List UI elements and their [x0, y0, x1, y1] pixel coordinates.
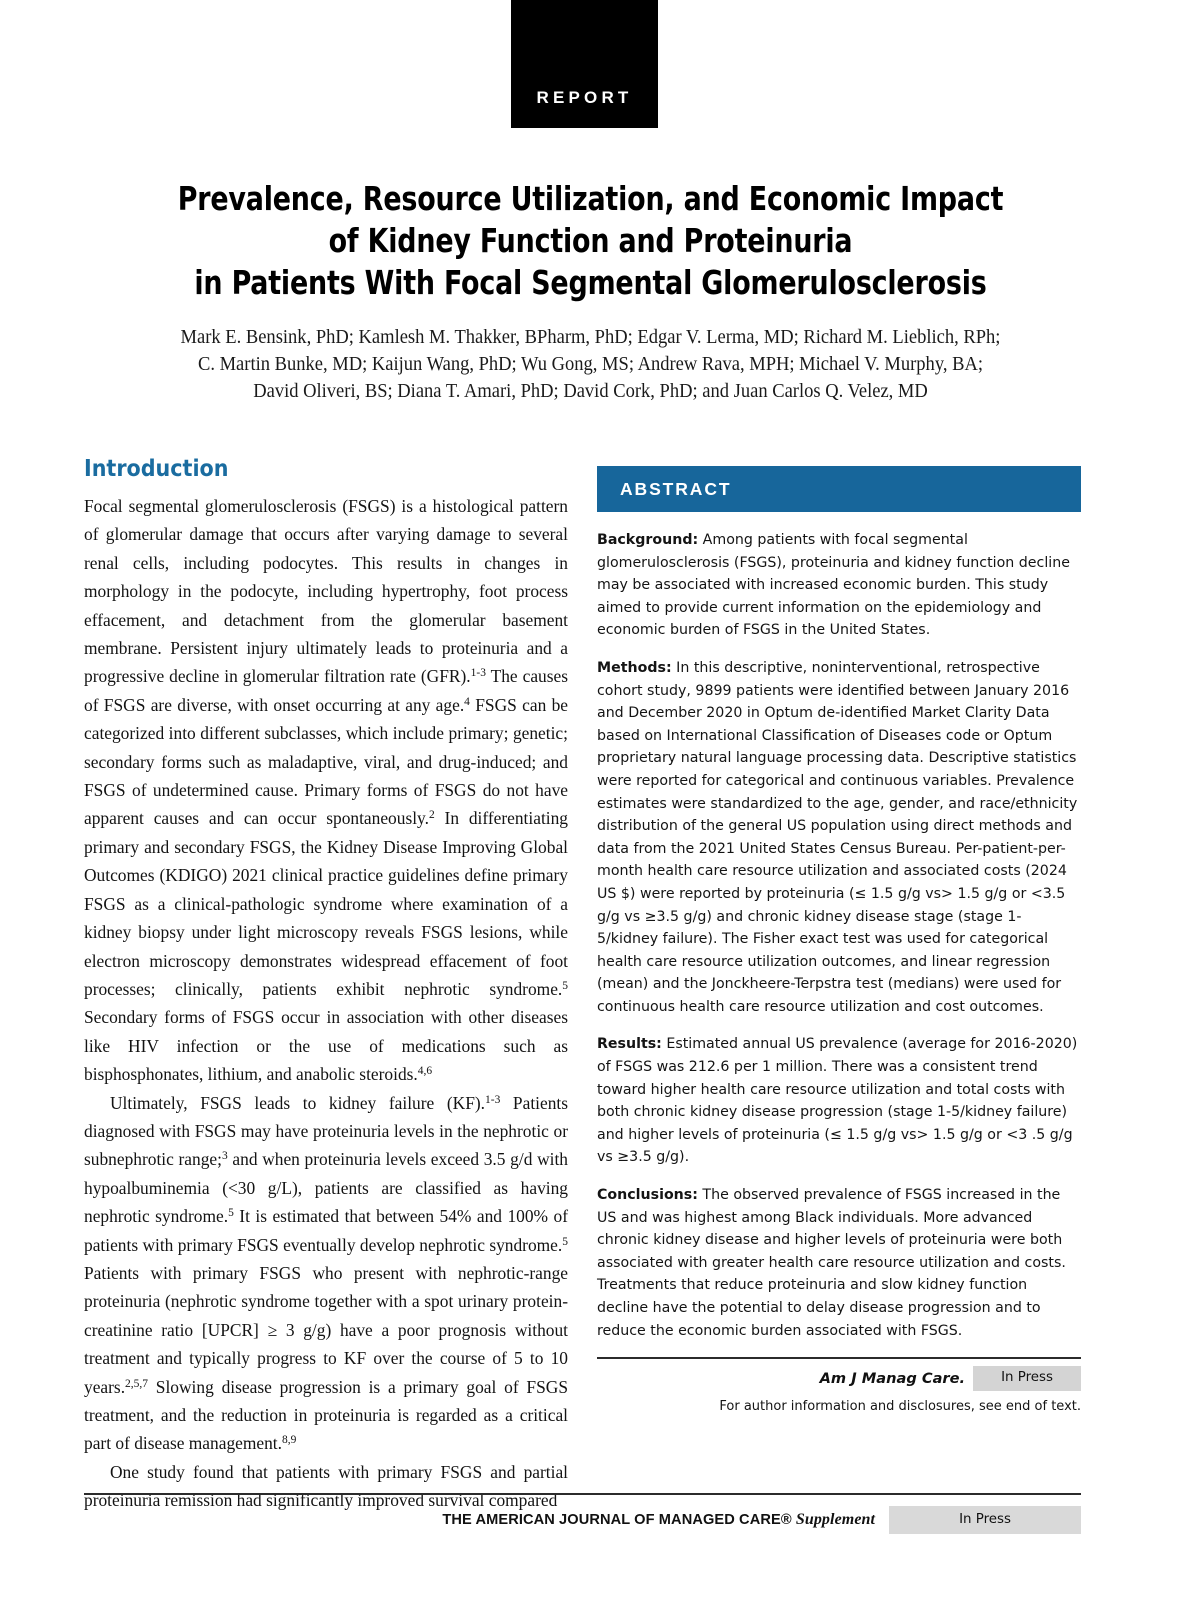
footer-in-press-badge: In Press — [889, 1506, 1081, 1534]
abstract-conclusions-label: Conclusions: — [597, 1187, 698, 1204]
author-information-note: For author information and disclosures, see end of text. — [719, 1398, 1081, 1414]
abstract-conclusions — [597, 1184, 1081, 1342]
introduction-heading: Introduction — [84, 456, 229, 482]
abstract-methods-label: Methods: — [597, 659, 672, 676]
page-footer — [84, 1506, 1081, 1534]
footer-journal-name: THE AMERICAN JOURNAL OF MANAGED CARE — [442, 1512, 781, 1529]
abstract-heading: ABSTRACT — [620, 478, 732, 499]
author-list — [87, 324, 1095, 405]
page-title — [102, 178, 1078, 304]
citation-divider — [597, 1357, 1081, 1359]
author-line-1: Mark E. Bensink, PhD; Kamlesh M. Thakker, BPharm, PhD; Edgar V. Lerma, MD; Richard M. Lieblich, RPh; — [180, 327, 1001, 348]
abstract-results — [597, 1033, 1081, 1169]
footer-divider — [84, 1493, 1081, 1495]
in-press-badge: In Press — [973, 1366, 1081, 1390]
introduction-paragraph-3: One study found that patients with primary FSGS and partial proteinuria remission had significantly improved survival compared — [84, 1461, 568, 1511]
journal-name: Am J Manag Care. — [819, 1369, 966, 1387]
author-line-2: C. Martin Bunke, MD; Kaijun Wang, PhD; Wu Gong, MS; Andrew Rava, MPH; Michael V. Murphy, BA; — [197, 354, 984, 375]
citation-row — [597, 1366, 1081, 1390]
abstract-results-label: Results: — [597, 1036, 662, 1053]
footer-supplement-label: Supplement — [795, 1511, 876, 1529]
introduction-paragraph-2: Ultimately, FSGS leads to kidney failure (KF).$^{1-3}$ Patients diagnosed with FSGS may have proteinuria levels in the nephrotic or subnephrotic range;$^3$ and when proteinuria levels exceed 3.5 g/d with hypoalbuminemia (<30 g/L), patients are classified as having nephrotic syndrome.$^5$ It is estimated that between 54% and 100% of patients with primary FSGS eventually develop nephrotic syndrome.$^5$ Patients with primary FSGS who present with nephrotic-range proteinuria (nephrotic syndrome together with a spot urinary protein-creatinine ratio [UPCR] ≥ 3 g/g) have a poor prognosis without treatment and typically progress to KF over the course of 5 to 10 years.$^{2,5,7}$ Slowing disease progression is a primary goal of FSGS treatment, and the reduction in proteinuria is regarded as a critical part of disease management.$^{8,9}$ — [84, 1092, 568, 1454]
abstract-background-label: Background: — [597, 532, 699, 548]
footer-registered-mark: ® — [780, 1512, 792, 1529]
title-block — [60, 178, 1121, 405]
report-tab — [511, 0, 658, 128]
abstract-background-text: Among patients with focal segmental glomerulosclerosis (FSGS), proteinuria and kidney function decline may be associated with increased economic burden. This study aimed to provide current information on the epidemiology and economic burden of FSGS in the United States. — [597, 532, 1070, 639]
title-line-1: Prevalence, Resource Utilization, and Economic Impact — [177, 180, 1004, 218]
abstract-header-bar — [597, 466, 1081, 512]
abstract-body — [597, 512, 1081, 1414]
report-tab-label: REPORT — [536, 88, 633, 107]
introduction-column — [84, 456, 568, 1515]
abstract-results-text: Estimated annual US prevalence (average for 2016-2020) of FSGS was 212.6 per 1 million. There was a consistent trend toward higher health care resource utilization and total costs with both chronic kidney disease progression (stage 1-5/kidney failure) and higher levels of proteinuria (≤ 1.5 g/g vs> 1.5 g/g or <3 .5 g/g vs ≥3.5 g/g). — [597, 1036, 1078, 1166]
title-line-2: of Kidney Function and Proteinuria — [328, 222, 853, 260]
title-line-3: in Patients With Focal Segmental Glomerulosclerosis — [194, 264, 987, 302]
abstract-column — [597, 466, 1081, 1414]
abstract-background — [597, 529, 1081, 642]
abstract-methods — [597, 657, 1081, 1019]
abstract-methods-text: In this descriptive, noninterventional, retrospective cohort study, 9899 patients were identified between January 2016 and December 2020 in Optum de-identified Market Clarity Data based on International Classification of Diseases code or Optum proprietary natural language processing data. Descriptive statistics were reported for categorical and continuous variables. Prevalence estimates were standardized to the age, gender, and race/ethnicity distribution of the general US population using direct methods and data from the 2021 United States Census Bureau. Per-patient-per-month health care resource utilization and associated costs (2024 US $) were reported by proteinuria (≤ 1.5 g/g vs> 1.5 g/g or <3.5 g/g vs ≥3.5 g/g) and chronic kidney disease stage (stage 1-5/kidney failure). The Fisher exact test was used for categorical health care resource utilization outcomes, and linear regression (mean) and the Jonckheere-Terpstra test (medians) were used for continuous health care resource utilization and cost outcomes. — [597, 659, 1078, 1015]
author-line-3: David Oliveri, BS; Diana T. Amari, PhD; David Cork, PhD; and Juan Carlos Q. Velez, MD — [253, 381, 928, 402]
footer-journal-title — [442, 1511, 875, 1529]
abstract-conclusions-text: The observed prevalence of FSGS increased in the US and was highest among Black individuals. More advanced chronic kidney disease and higher levels of proteinuria were both associated with greater health care resource utilization and costs. Treatments that reduce proteinuria and slow kidney function decline have the potential to delay disease progression and to reduce the economic burden associated with FSGS. — [597, 1187, 1066, 1339]
introduction-paragraph-1: Focal segmental glomerulosclerosis (FSGS) is a histological pattern of glomerular damage that occurs after varying damage to several renal cells, including podocytes. This results in changes in morphology in the podocyte, including hypertrophy, foot process effacement, and detachment from the glomerular basement membrane. Persistent injury ultimately leads to proteinuria and a progressive decline in glomerular filtration rate (GFR).$^{1-3}$ The causes of FSGS are diverse, with onset occurring at any age.$^4$ FSGS can be categorized into different subclasses, which include primary; genetic; secondary forms such as maladaptive, viral, and drug-induced; and FSGS of undetermined cause. Primary forms of FSGS do not have apparent causes and can occur spontaneously.$^2$ In differentiating primary and secondary FSGS, the Kidney Disease Improving Global Outcomes (KDIGO) 2021 clinical practice guidelines define primary FSGS as a clinical-pathologic syndrome where examination of a kidney biopsy under light microscopy reveals FSGS lesions, while electron microscopy demonstrates widespread effacement of foot processes; clinically, patients exhibit nephrotic syndrome.$^5$ Secondary forms of FSGS occur in association with other diseases like HIV infection or the use of medications such as bisphosphonates, lithium, and anabolic steroids.$^{4,6}$ — [84, 496, 568, 1085]
